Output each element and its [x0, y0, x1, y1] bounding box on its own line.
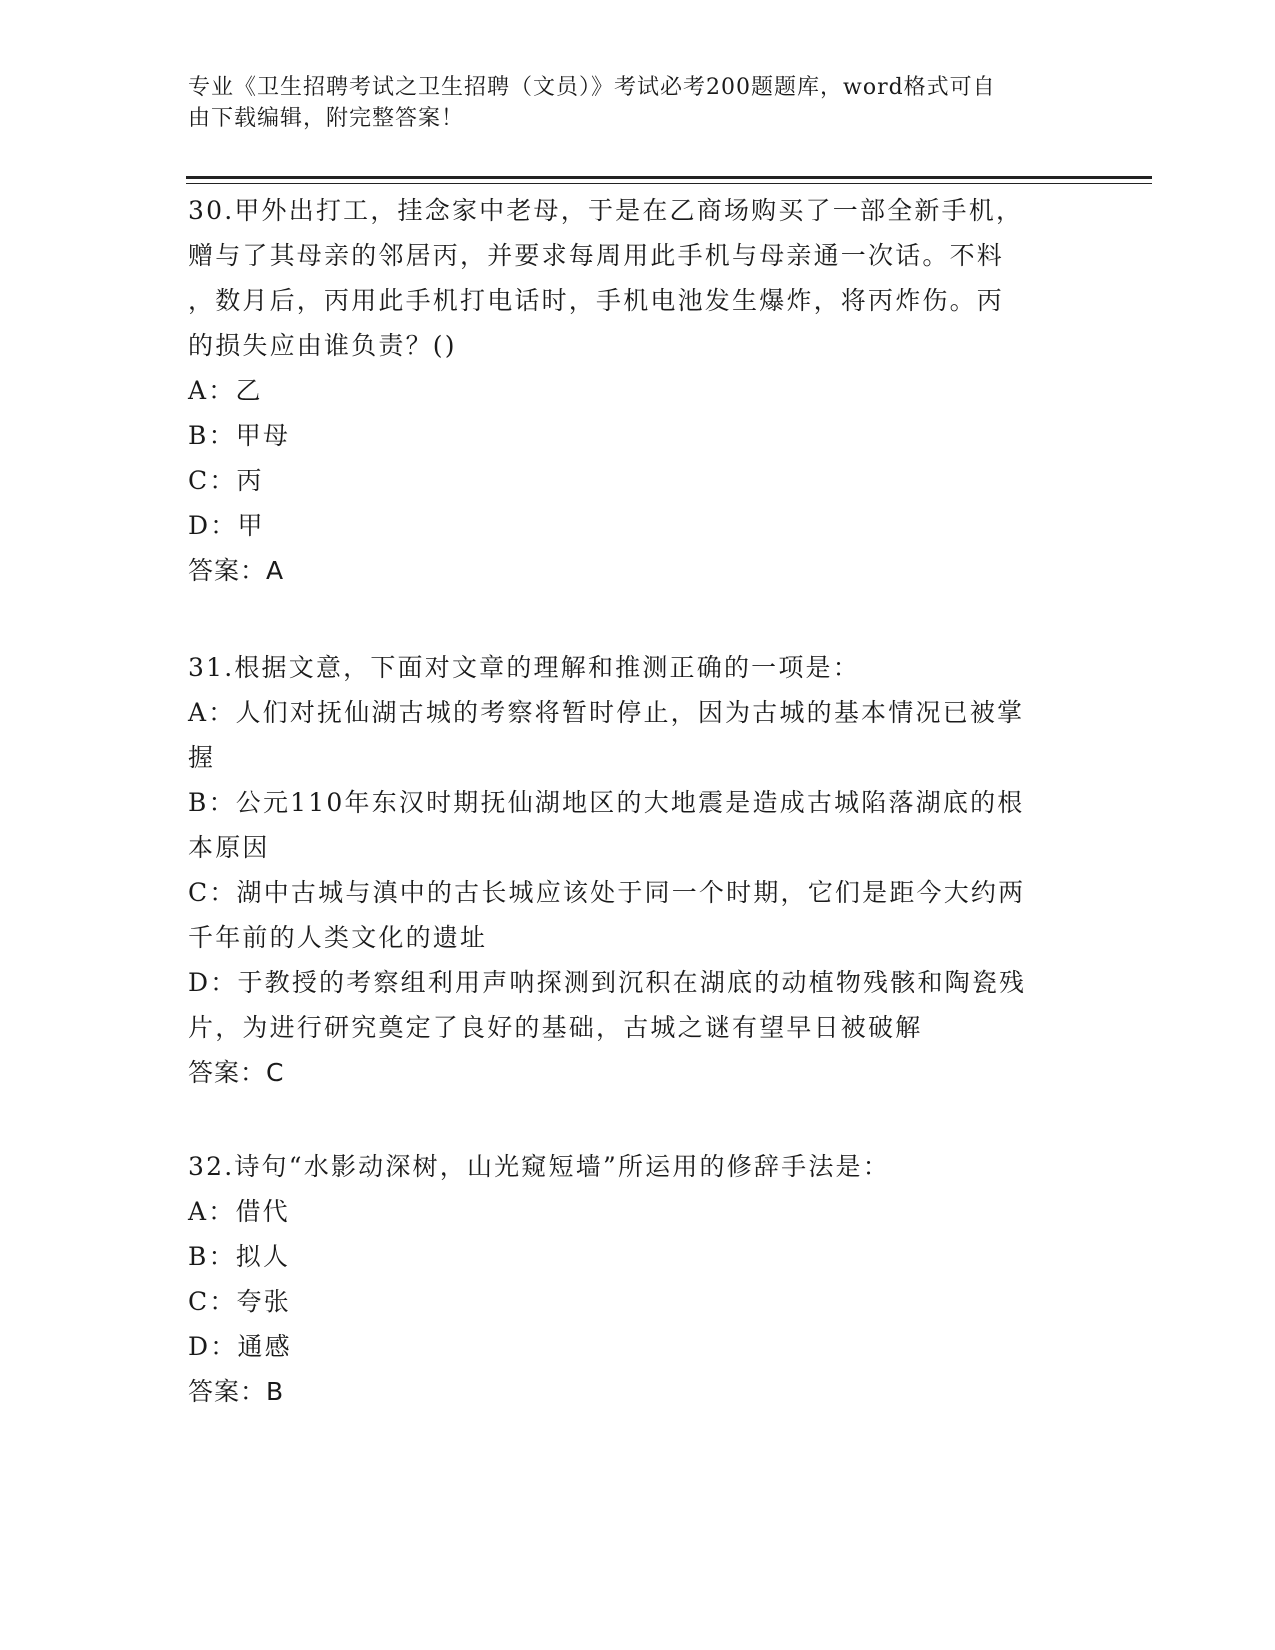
option-b-cont: 本原因: [188, 833, 270, 862]
header-rule-thin: [186, 183, 1152, 184]
option-c: C：夸张: [188, 1287, 291, 1316]
option-a: A：借代: [188, 1197, 290, 1226]
option-a: A：乙: [188, 376, 263, 405]
question-text: 32.诗句“水影动深树，山光窥短墙”所运用的修辞手法是：: [188, 1152, 890, 1181]
option-b: B：甲母: [188, 421, 291, 450]
option-c-cont: 千年前的人类文化的遗址: [188, 923, 488, 952]
question-text: 的损失应由谁负责？(): [188, 331, 457, 360]
question-text: 31.根据文意，下面对文章的理解和推测正确的一项是：: [188, 653, 860, 682]
question-text: ，数月后，丙用此手机打电话时，手机电池发生爆炸，将丙炸伤。丙: [188, 286, 1005, 315]
option-a-cont: 握: [188, 743, 216, 772]
option-b: B：拟人: [188, 1242, 291, 1271]
document-header: [188, 72, 1068, 134]
header-line: 由下载编辑，附完整答案！: [188, 106, 465, 131]
option-c: C：丙: [188, 466, 264, 495]
question-32: [188, 1144, 1078, 1414]
question-31: [188, 645, 1078, 1095]
option-b: B：公元110年东汉时期抚仙湖地区的大地震是造成古城陷落湖底的根: [188, 788, 1025, 817]
answer: 答案：B: [188, 1377, 285, 1406]
option-d: D：通感: [188, 1332, 292, 1361]
question-text: 赠与了其母亲的邻居丙，并要求每周用此手机与母亲通一次话。不料: [188, 241, 1005, 270]
question-30: [188, 188, 1078, 593]
answer: 答案：A: [188, 556, 285, 585]
header-line: 专业《卫生招聘考试之卫生招聘（文员）》考试必考200题题库，word格式可自: [188, 75, 996, 100]
option-d: D：甲: [188, 511, 265, 540]
question-text: 30.甲外出打工，挂念家中老母，于是在乙商场购买了一部全新手机，: [188, 196, 1024, 225]
header-rule-thick: [186, 176, 1152, 179]
option-d: D：于教授的考察组利用声呐探测到沉积在湖底的动植物残骸和陶瓷残: [188, 968, 1027, 997]
answer: 答案：C: [188, 1058, 285, 1087]
option-a: A：人们对抚仙湖古城的考察将暂时停止，因为古城的基本情况已被掌: [188, 698, 1025, 727]
option-d-cont: 片，为进行研究奠定了良好的基础，古城之谜有望早日被破解: [188, 1013, 923, 1042]
option-c: C：湖中古城与滇中的古长城应该处于同一个时期，它们是距今大约两: [188, 878, 1026, 907]
